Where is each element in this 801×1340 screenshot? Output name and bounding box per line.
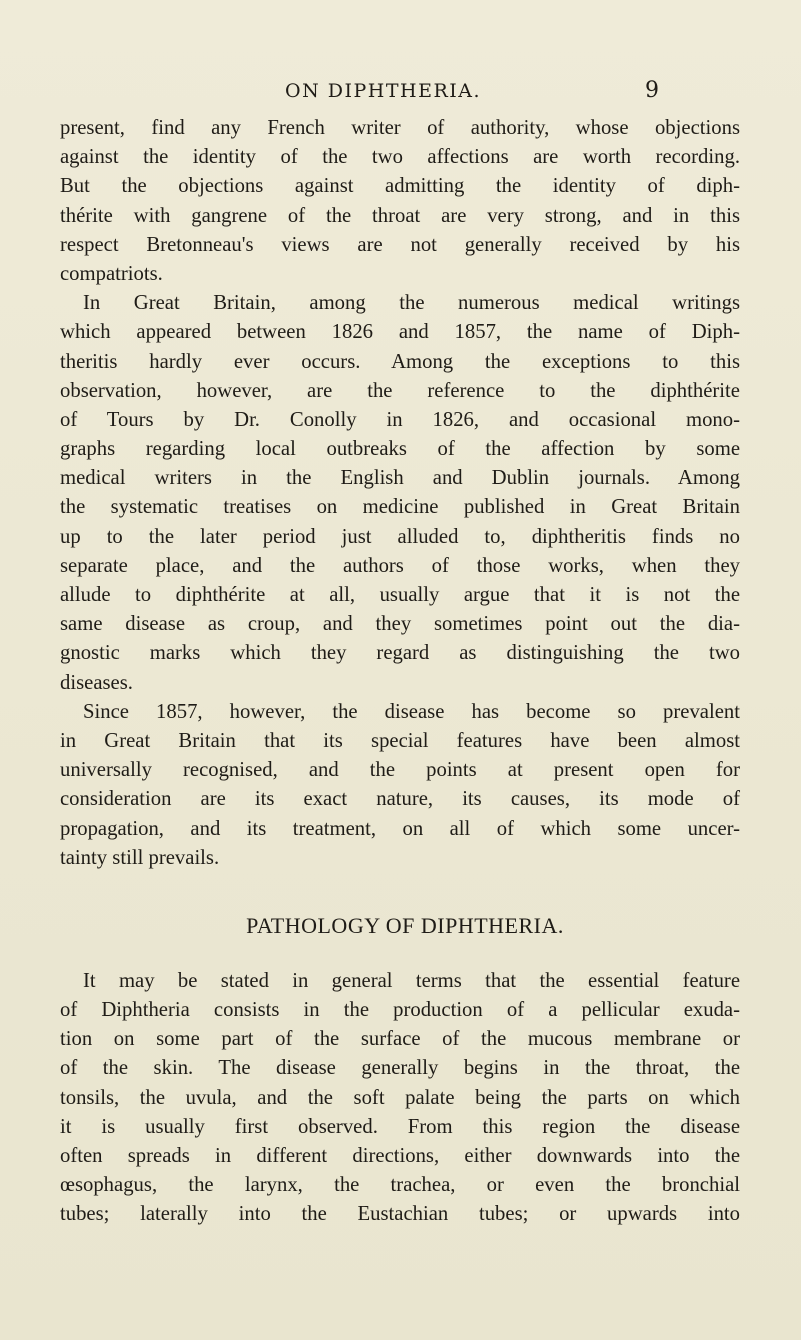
text-line: of Diphtheria consists in the production of a pellicular exuda- bbox=[60, 999, 740, 1022]
text-line: of Tours by Dr. Conolly in 1826, and occasional mono- bbox=[60, 408, 740, 431]
text-line: medical writers in the English and Dublin journals. Among bbox=[60, 467, 740, 490]
text-line: œsophagus, the larynx, the trachea, or even the bronchial bbox=[60, 1174, 740, 1197]
text-line: But the objections against admitting the identity of diph- bbox=[60, 175, 740, 198]
text-line: gnostic marks which they regard as distinguishing the two bbox=[60, 642, 740, 665]
text-line: theritis hardly ever occurs. Among the exceptions to this bbox=[60, 350, 740, 373]
text-line: allude to diphthérite at all, usually argue that it is not the bbox=[60, 584, 740, 606]
text-line: It may be stated in general terms that the essential feature bbox=[83, 969, 740, 992]
text-line: graphs regarding local outbreaks of the affection by some bbox=[60, 438, 740, 461]
text-line: consideration are its exact nature, its causes, its mode of bbox=[60, 788, 740, 811]
text-line: the systematic treatises on medicine published in Great Britain bbox=[60, 496, 740, 519]
paragraph-3 bbox=[60, 698, 740, 873]
text-line: observation, however, are the reference to the diphthérite bbox=[60, 379, 740, 402]
paragraph-2 bbox=[60, 289, 740, 698]
running-head bbox=[0, 80, 801, 110]
text-line: tonsils, the uvula, and the soft palate being the parts on which bbox=[60, 1086, 740, 1109]
paragraph-1 bbox=[60, 114, 740, 289]
text-line: respect Bretonneau's views are not generally received by his bbox=[60, 233, 740, 256]
text-line: diseases. bbox=[60, 671, 133, 694]
text-line: against the identity of the two affections are worth recording. bbox=[60, 146, 740, 169]
text-line: it is usually first observed. From this region the disease bbox=[60, 1115, 740, 1138]
text-line: thérite with gangrene of the throat are very strong, and in this bbox=[60, 204, 740, 227]
body-text bbox=[60, 114, 740, 1230]
text-line: in Great Britain that its special features have been almost bbox=[60, 729, 740, 752]
text-line: present, find any French writer of authority, whose objections bbox=[60, 117, 740, 139]
text-line: Since 1857, however, the disease has become so prevalent bbox=[83, 700, 740, 723]
paragraph-4 bbox=[60, 967, 740, 1230]
section-heading: PATHOLOGY OF DIPHTHERIA. bbox=[246, 912, 564, 938]
page-number: 9 bbox=[645, 78, 659, 103]
text-line: same disease as croup, and they sometimes point out the dia- bbox=[60, 613, 740, 636]
text-line: universally recognised, and the points at present open for bbox=[60, 759, 740, 782]
text-line: compatriots. bbox=[60, 262, 163, 285]
text-line: tainty still prevails. bbox=[60, 846, 220, 869]
text-line: up to the later period just alluded to, diphtheritis finds no bbox=[60, 525, 740, 548]
text-line: tion on some part of the surface of the mucous membrane or bbox=[60, 1028, 740, 1051]
text-line: separate place, and the authors of those works, when they bbox=[60, 554, 740, 577]
running-title: ON DIPHTHERIA. bbox=[285, 80, 482, 102]
text-line: of the skin. The disease generally begins in the throat, the bbox=[60, 1057, 740, 1080]
text-line: tubes; laterally into the Eustachian tubes; or upwards into bbox=[60, 1203, 740, 1226]
text-line: propagation, and its treatment, on all of which some uncer- bbox=[60, 817, 740, 840]
text-line: often spreads in different directions, either downwards into the bbox=[60, 1145, 740, 1167]
text-line: which appeared between 1826 and 1857, the name of Diph- bbox=[60, 321, 740, 344]
text-line: In Great Britain, among the numerous medical writings bbox=[83, 292, 740, 315]
